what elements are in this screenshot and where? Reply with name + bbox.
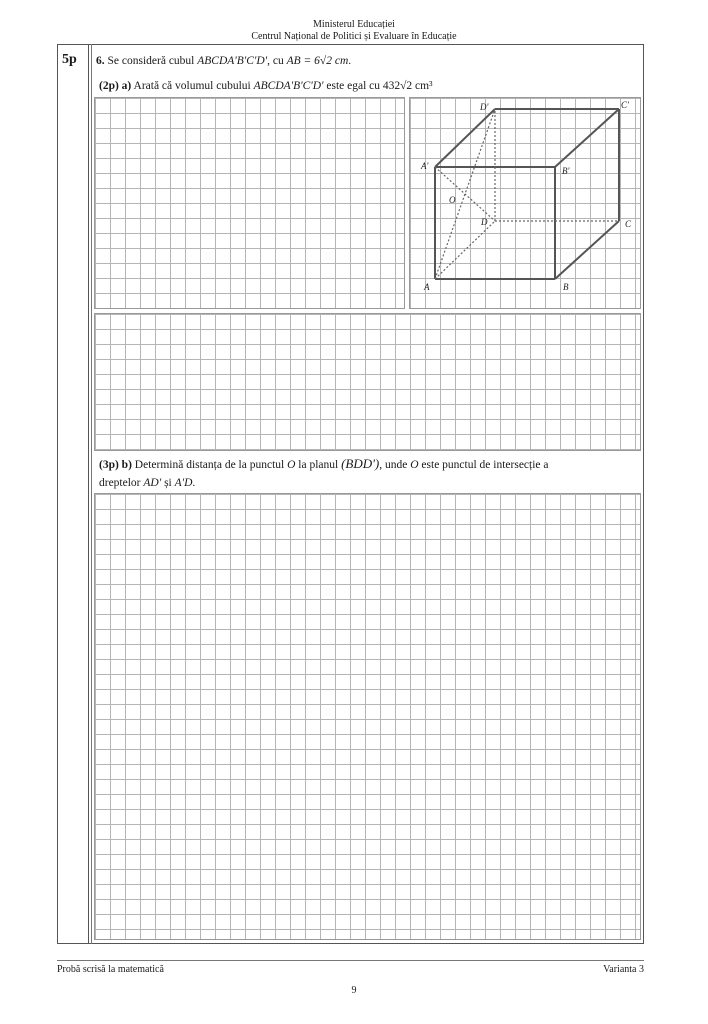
label-O: O — [449, 195, 456, 205]
problem-number: 6. — [96, 55, 105, 67]
problem-comma: , cu — [267, 55, 284, 67]
cube-figure — [409, 97, 641, 309]
label-D-prime: D' — [480, 102, 489, 112]
label-D: D — [481, 217, 488, 227]
problem-end: . — [348, 55, 352, 67]
part-a-text2: este egal cu — [326, 80, 380, 92]
given-length: AB = 6√2 cm — [286, 55, 349, 67]
label-C: C — [625, 219, 632, 229]
footer-divider — [57, 960, 644, 961]
answer-grid-a-left[interactable] — [94, 97, 405, 309]
part-a-text: Arată că volumul cubului — [133, 80, 251, 92]
column-separator-inner — [91, 44, 92, 944]
part-b-point-o-2: O — [410, 459, 419, 471]
problem-statement — [96, 55, 351, 67]
page-number: 9 — [351, 985, 357, 996]
part-b-statement — [99, 456, 549, 472]
column-separator — [88, 44, 89, 944]
part-b-end: . — [192, 477, 196, 489]
label-C-prime: C' — [621, 100, 629, 110]
part-b-text3: , unde — [379, 459, 408, 471]
answer-grid-b[interactable] — [94, 493, 641, 940]
part-a-value: 432√2 cm³ — [382, 80, 433, 92]
part-b-text5: dreptelor — [99, 477, 141, 489]
part-b-text1: Determină distanța de la punctul — [134, 459, 285, 471]
part-b-line1: AD' — [143, 477, 162, 489]
problem-intro: Se consideră cubul — [107, 55, 195, 67]
label-B-prime: B' — [562, 166, 570, 176]
part-b-points: (3p) b) — [99, 459, 132, 471]
header-center: Centrul Național de Politici și Evaluare în Educație — [251, 31, 457, 42]
label-A: A — [424, 282, 430, 292]
part-b-plane: (BDD') — [341, 456, 380, 471]
part-a-statement — [99, 80, 433, 92]
footer-variant: Varianta 3 — [603, 964, 644, 975]
cube-name: ABCDA'B'C'D' — [197, 55, 268, 67]
part-a-points: (2p) a) — [99, 80, 132, 92]
part-b-statement-2 — [99, 477, 195, 489]
answer-grid-a-bottom[interactable] — [94, 313, 641, 451]
label-B: B — [563, 282, 569, 292]
label-A-prime: A' — [421, 161, 429, 171]
problem-points: 5p — [62, 52, 77, 67]
header-ministry: Ministerul Educației — [313, 19, 395, 30]
part-b-point-o: O — [287, 459, 296, 471]
part-b-line2: A'D — [174, 477, 193, 489]
part-a-cube-name: ABCDA'B'C'D' — [253, 80, 324, 92]
part-b-text4: este punctul de intersecție a — [421, 459, 549, 471]
part-b-and: și — [164, 477, 172, 489]
part-b-text2: la planul — [298, 459, 339, 471]
footer-exam-name: Probă scrisă la matematică — [57, 964, 164, 975]
